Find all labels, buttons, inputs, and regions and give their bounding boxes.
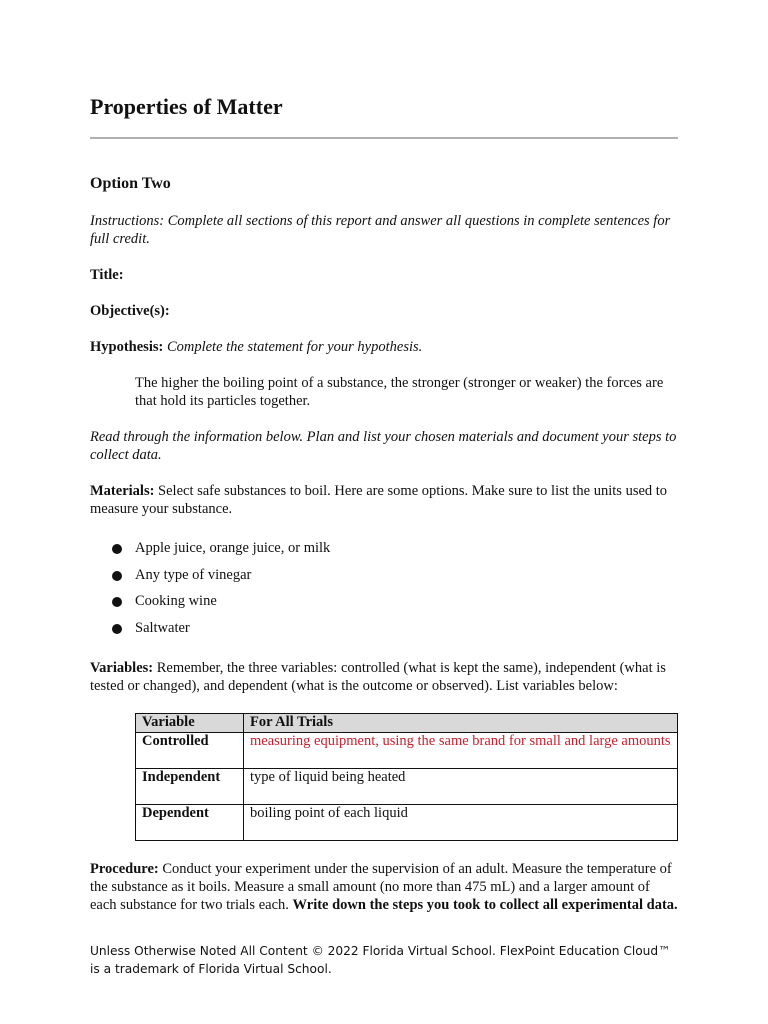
hypothesis-line xyxy=(90,338,678,356)
variables-text: Remember, the three variables: controlled (what is kept the same), independent (what is tested or changed), and dependent (what is the outcome or observed). List variables below: xyxy=(90,660,666,694)
table-header-row xyxy=(136,714,678,733)
page-title: Properties of Matter xyxy=(90,94,283,119)
instructions-text: Instructions: Complete all sections of this report and answer all questions in complete sentences for full credit. xyxy=(90,213,671,247)
table-header-trials: For All Trials xyxy=(244,714,678,733)
bullet-icon xyxy=(112,544,122,554)
list-item: Saltwater xyxy=(90,618,330,645)
hypothesis-statement: The higher the boiling point of a substance, the stronger (stronger or weaker) the forces are that hold its particles together. xyxy=(135,375,664,409)
objective-label: Objective(s): xyxy=(90,303,170,319)
table-row xyxy=(136,805,678,841)
procedure-label: Procedure: xyxy=(90,861,159,877)
title-label: Title: xyxy=(90,267,124,283)
read-through-text: Read through the information below. Plan and list your chosen materials and document your steps to collect data. xyxy=(90,429,677,463)
section-heading: Option Two xyxy=(90,175,171,192)
bullet-icon xyxy=(112,624,122,634)
materials-text: Select safe substances to boil. Here are some options. Make sure to list the units used to measure your substance. xyxy=(90,483,668,517)
procedure-paragraph xyxy=(90,860,678,914)
hypothesis-prompt: Complete the statement for your hypothesis. xyxy=(166,339,423,355)
list-item: Cooking wine xyxy=(90,591,330,618)
table-cell-variable: Controlled xyxy=(136,733,244,769)
page-footer: Unless Otherwise Noted All Content © 2022 Florida Virtual School. FlexPoint Education Cloud™ is a trademark of Florida Virtual School. xyxy=(90,944,671,976)
table-header-variable: Variable xyxy=(136,714,244,733)
list-item: Apple juice, orange juice, or milk xyxy=(90,538,330,565)
procedure-text: Conduct your experiment under the supervision of an adult. Measure the temperature of the substance as it boils. Measure a small amount (no more than 475 mL) and a larger amount of each substance for two trials each. xyxy=(90,861,672,913)
materials-label: Materials: xyxy=(90,483,155,499)
bullet-icon xyxy=(112,571,122,581)
table-row xyxy=(136,733,678,769)
variables-paragraph xyxy=(90,659,678,695)
table-cell-variable: Independent xyxy=(136,769,244,805)
variables-table xyxy=(135,713,678,841)
table-cell-answer[interactable]: boiling point of each liquid xyxy=(244,805,678,841)
table-row xyxy=(136,769,678,805)
table-cell-answer[interactable]: measuring equipment, using the same brand for small and large amounts xyxy=(244,733,678,769)
materials-list xyxy=(90,538,330,645)
table-cell-variable: Dependent xyxy=(136,805,244,841)
variables-label: Variables: xyxy=(90,660,154,676)
hypothesis-label: Hypothesis: xyxy=(90,339,164,355)
materials-paragraph xyxy=(90,482,678,518)
bullet-icon xyxy=(112,597,122,607)
title-divider xyxy=(90,137,678,139)
table-cell-answer[interactable]: type of liquid being heated xyxy=(244,769,678,805)
list-item: Any type of vinegar xyxy=(90,565,330,592)
procedure-bold-text: Write down the steps you took to collect all experimental data. xyxy=(292,897,678,913)
